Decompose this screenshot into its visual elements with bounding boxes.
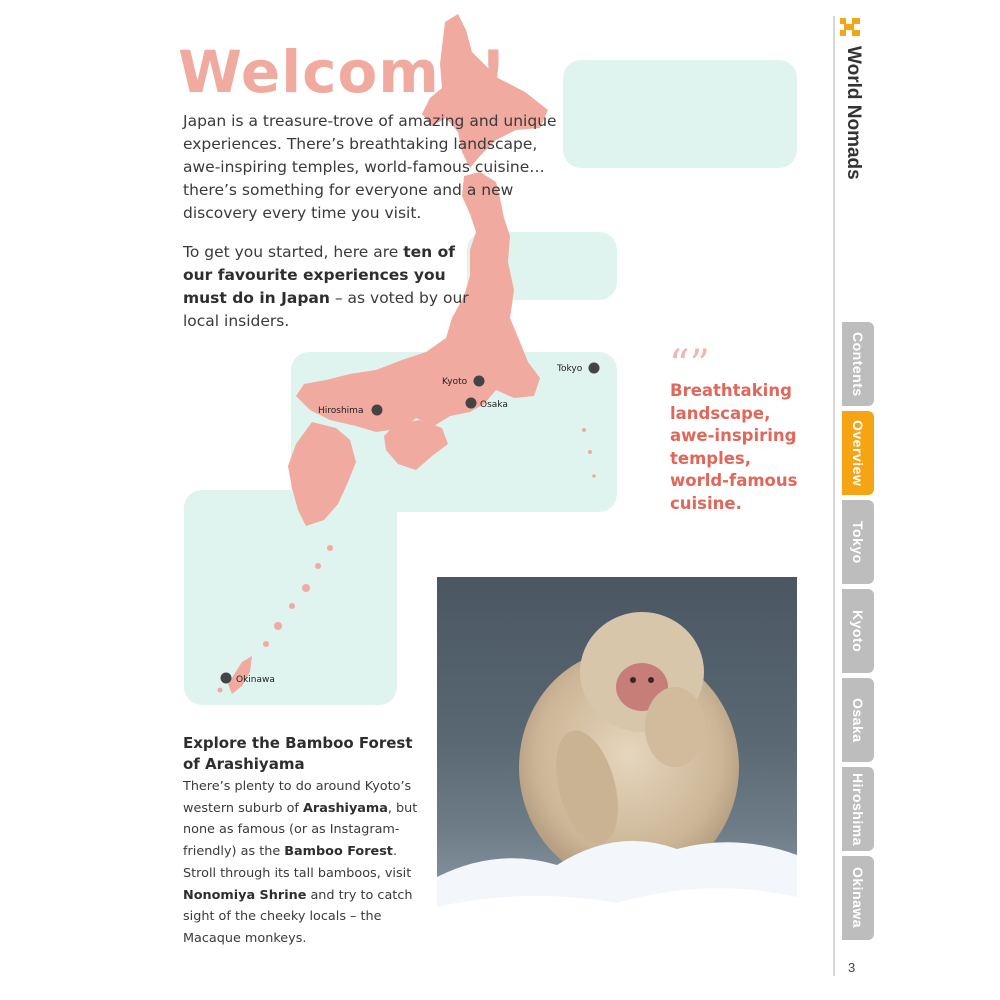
page-number: 3 <box>848 960 856 975</box>
osaka-marker <box>466 398 477 409</box>
osaka-label: Osaka <box>480 400 508 410</box>
tab-label: Hiroshima <box>850 772 866 846</box>
kyushu-island <box>288 422 356 526</box>
tab-label: Okinawa <box>850 867 866 929</box>
tab-label: Osaka <box>850 697 866 743</box>
intro-secondary-paragraph <box>183 241 483 333</box>
tab-kyoto[interactable] <box>842 589 874 673</box>
snow-monkey-illustration <box>437 577 797 941</box>
intro-secondary-text-c: – as voted by our local insiders. <box>183 289 469 330</box>
body-highlight: Bamboo Forest <box>284 844 393 860</box>
body-text: There’s plenty to do around Kyoto’s western suburb of <box>183 779 412 816</box>
tokyo-marker <box>589 363 600 374</box>
brand-name: World Nomads <box>843 46 864 180</box>
body-text: . Stroll through its tall bamboos, visit <box>183 844 412 881</box>
page-title: Welcome! <box>178 38 508 106</box>
intro-paragraph: Japan is a treasure-trove of amazing and unique experiences. There’s breathtaking landscape, awe-inspiring temples, world-famous cuisine… there’s something for everyone and a new discovery every time you visit. <box>183 112 557 222</box>
pull-quote: Breathtaking landscape, awe-inspiring temples, world-famous cuisine. <box>670 381 798 513</box>
tab-hiroshima[interactable] <box>842 767 874 851</box>
hiroshima-label: Hiroshima <box>318 406 364 416</box>
tab-tokyo[interactable] <box>842 500 874 584</box>
body-highlight: Arashiyama <box>302 800 388 816</box>
world-nomads-logo-icon <box>838 16 862 38</box>
snow-monkey-photo <box>437 577 797 941</box>
body-highlight: Nonomiya Shrine <box>183 887 307 903</box>
intro-secondary-text-a: To get you started, here are <box>183 243 404 261</box>
tab-osaka[interactable] <box>842 678 874 762</box>
tab-okinawa[interactable] <box>842 856 874 940</box>
tokyo-label: Tokyo <box>557 364 583 374</box>
okinawa-label: Okinawa <box>236 675 275 685</box>
hiroshima-marker <box>372 405 383 416</box>
tab-overview[interactable] <box>842 411 874 495</box>
kyoto-marker <box>474 376 485 387</box>
body-text: and try to catch sight of the cheeky locals – the Macaque monkeys. <box>183 887 413 946</box>
tab-label: Contents <box>850 331 866 397</box>
section-heading: Explore the Bamboo Forest of Arashiyama <box>183 734 413 773</box>
intro-secondary-highlight: ten of our favourite experiences you must do in Japan <box>183 243 455 307</box>
tab-label: Tokyo <box>850 520 866 564</box>
okinawa-marker <box>221 673 232 684</box>
kyoto-label: Kyoto <box>442 377 468 387</box>
shikoku-island <box>384 420 448 470</box>
body-text: , but none as famous (or as Instagram-friendly) as the <box>183 800 418 860</box>
tab-label: Kyoto <box>850 609 866 653</box>
tab-contents[interactable] <box>842 322 874 406</box>
tab-label: Overview <box>850 419 866 487</box>
side-rail-divider <box>833 16 835 976</box>
section-body <box>183 776 423 950</box>
quote-mark-icon: “” <box>669 342 710 388</box>
